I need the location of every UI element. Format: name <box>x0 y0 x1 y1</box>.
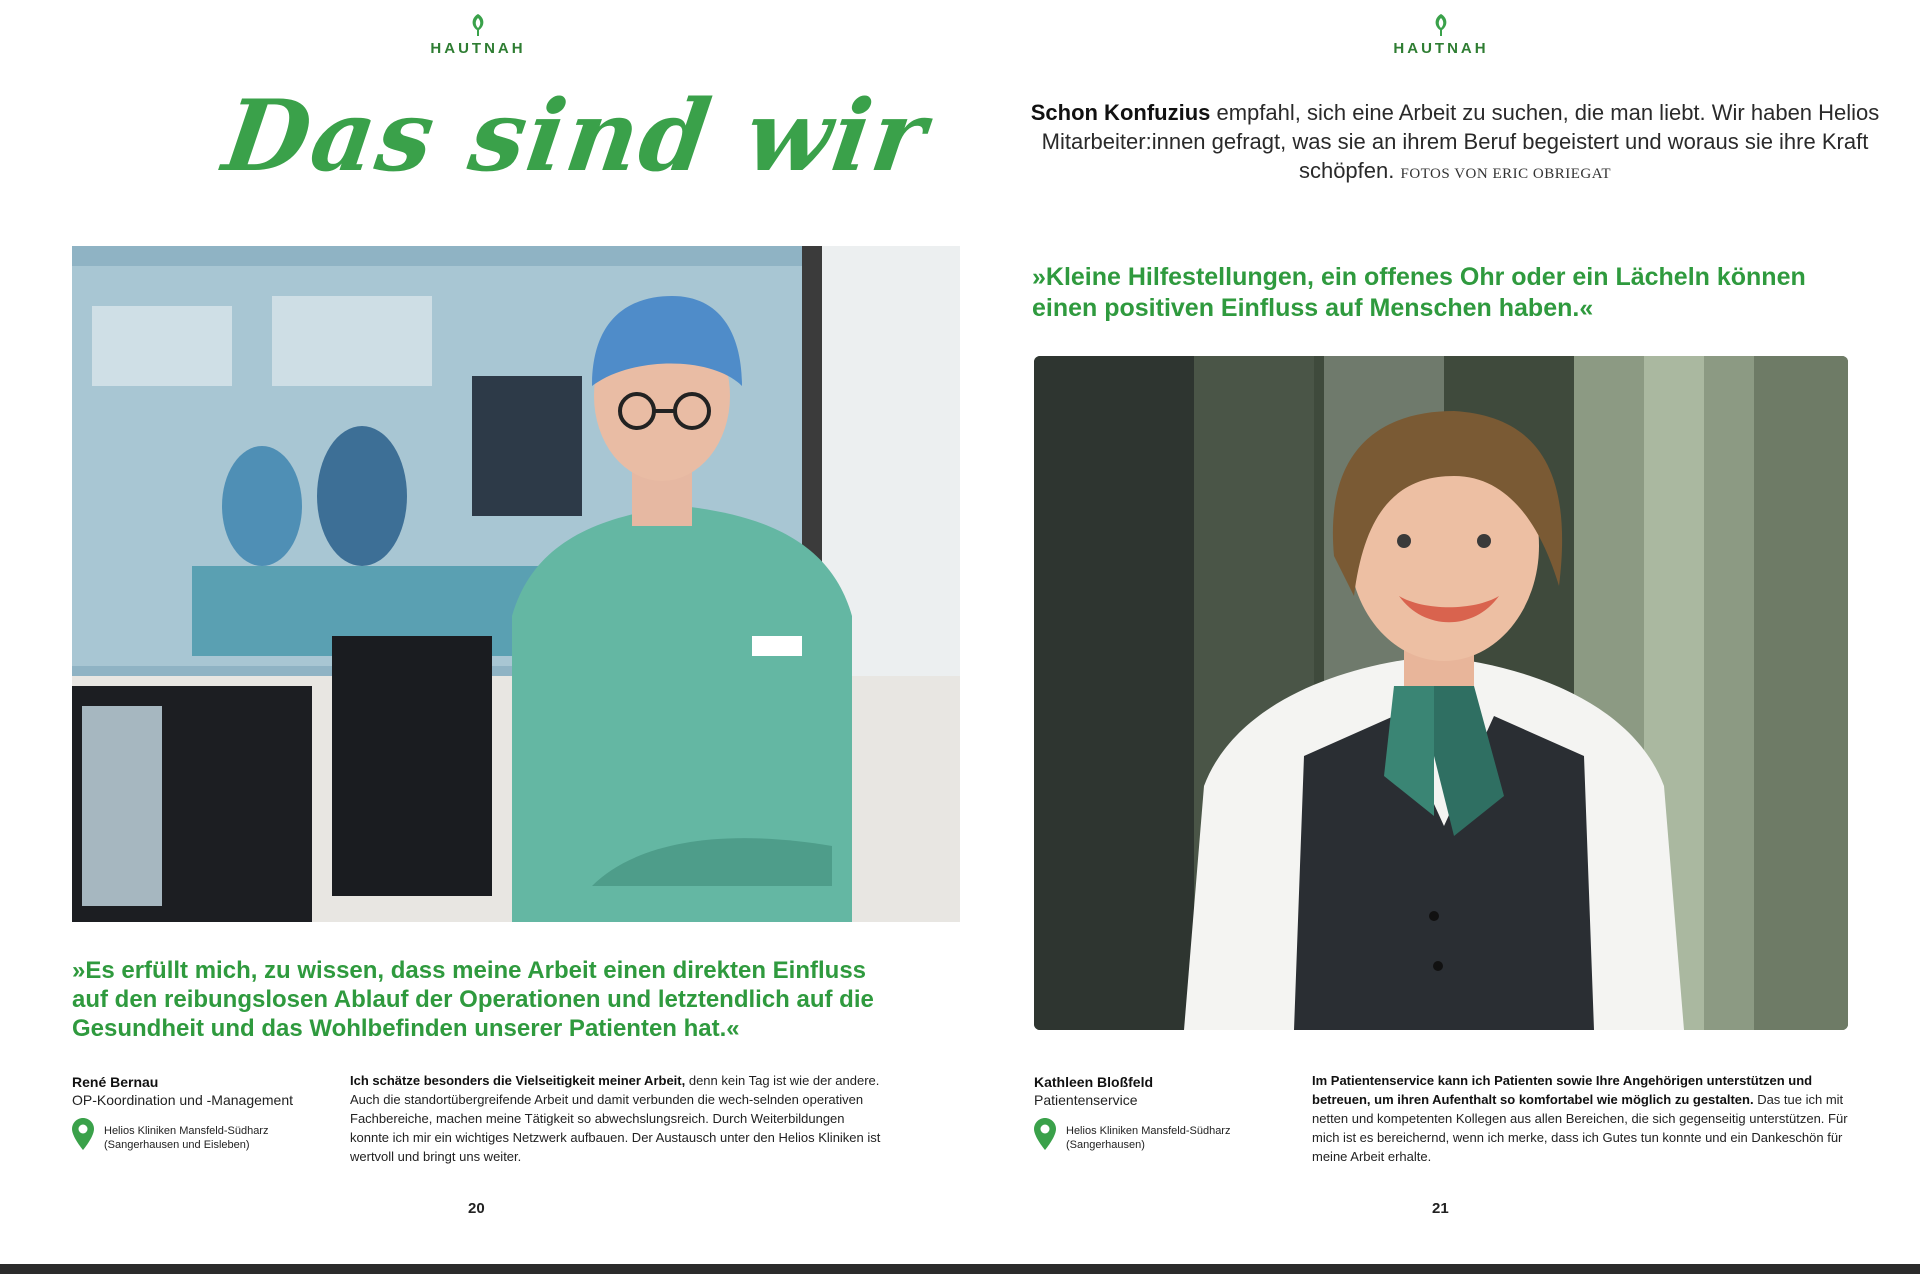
leaf-logo-icon <box>1430 12 1452 38</box>
body-lead-right: Im Patientenservice kann ich Patienten sowie Ihre Angehörigen unterstützen und betreuen, um ihren Aufenthalt so komfortabel wie möglich zu gestalten. <box>1312 1073 1813 1107</box>
location-line-2: (Sangerhausen und Eisleben) <box>104 1139 250 1151</box>
brand-header <box>418 12 538 57</box>
brand-name: HAUTNAH <box>430 40 526 57</box>
brand-name-right: HAUTNAH <box>1393 40 1489 57</box>
page-number-right: 21 <box>1432 1200 1449 1217</box>
location-line-1: Helios Kliniken Mansfeld-Südharz <box>104 1125 269 1137</box>
location-line-2-right: (Sangerhausen) <box>1066 1139 1145 1151</box>
surgeon-photo <box>72 246 960 922</box>
person-name-right: Kathleen Bloßfeld <box>1034 1074 1154 1090</box>
location-pin-icon <box>72 1118 94 1150</box>
page-number-left: 20 <box>468 1200 485 1217</box>
person-location <box>104 1124 268 1152</box>
person-role: OP-Koordination und -Management <box>72 1092 294 1108</box>
bottom-edge-bar <box>0 1264 1920 1274</box>
service-staff-photo <box>1034 356 1848 1030</box>
location-pin-icon <box>1034 1118 1056 1150</box>
body-rest-right: Das tue ich mit netten und kompetenten Kollegen aus allen Bereichen, die sich gegenseitig unterstützen. Für mich ist es bereichernd, wenn ich merke, dass ich Gutes tun konnte und ein Dankeschön für meine Arbeit erhalte. <box>1312 1092 1848 1164</box>
body-rest: denn kein Tag ist wie der andere. Auch die standortübergreifende Arbeit und damit verbunden die wech-selnden operativen Fachbereiche, machen meine Tätigkeit so abwechslungsreich. Durch Weiterbildungen konnte ich mir ein wichtiges Netzwerk aufbauen. Der Austausch unter den Helios Kliniken ist wertvoll und bringt uns weiter. <box>350 1073 881 1164</box>
body-lead: Ich schätze besonders die Vielseitigkeit meiner Arbeit, <box>350 1073 686 1088</box>
right-body-text <box>1312 1071 1852 1166</box>
left-body-text <box>350 1071 886 1166</box>
intro-text <box>1020 98 1890 189</box>
photo-credit: FOTOS VON ERIC OBRIEGAT <box>1400 166 1612 182</box>
intro-bold: Schon Konfuzius <box>1030 100 1211 125</box>
page-headline: Das sind wir <box>216 79 935 194</box>
intro-rest: empfahl, sich eine Arbeit zu suchen, die man liebt. Wir haben Helios Mitarbeiter:innen gefragt, was sie an ihrem Beruf begeistert und woraus sie ihre Kraft schöpfen. <box>1041 100 1880 183</box>
left-quote: »Es erfüllt mich, zu wissen, dass meine Arbeit einen direkten Einfluss auf den reibungslosen Ablauf der Operationen und letztendlich auf die Gesundheit und das Wohlbefinden unserer Patienten hat.« <box>72 957 874 1042</box>
location-line-1-right: Helios Kliniken Mansfeld-Südharz <box>1066 1125 1231 1137</box>
leaf-logo-icon <box>467 12 489 38</box>
person-name: René Bernau <box>72 1074 159 1090</box>
left-page <box>0 0 960 1264</box>
right-quote: »Kleine Hilfestellungen, ein offenes Ohr oder ein Lächeln können einen positiven Einfluss auf Menschen haben.« <box>1032 263 1806 322</box>
person-location-right <box>1066 1124 1230 1152</box>
person-role-right: Patientenservice <box>1034 1092 1138 1108</box>
brand-header-right <box>1381 12 1501 57</box>
